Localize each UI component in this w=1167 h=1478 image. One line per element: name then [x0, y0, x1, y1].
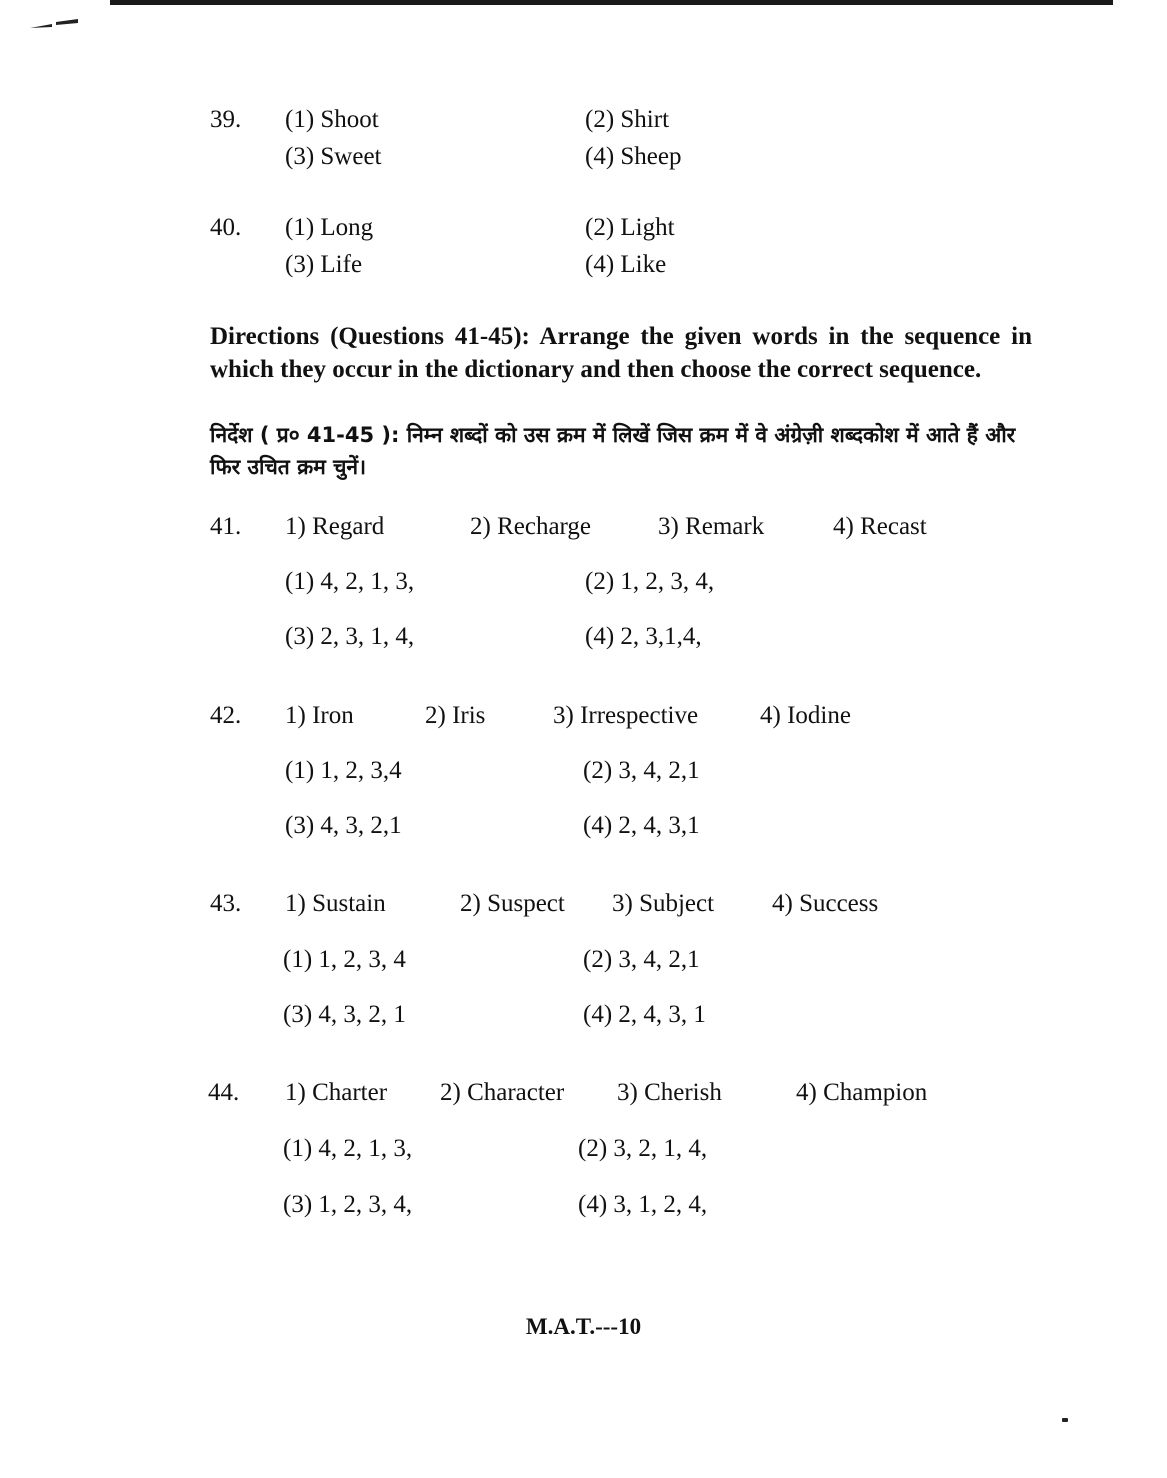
q42-word-4: 4) Iodine [760, 702, 851, 729]
top-border-rule [110, 0, 1113, 5]
q40-option-1: (1) Long [285, 214, 374, 241]
q44-word-1: 1) Charter [285, 1079, 388, 1106]
q43-word-3: 3) Subject [612, 890, 715, 917]
q43-option-4: (4) 2, 4, 3, 1 [583, 1001, 706, 1028]
page-footer-label: M.A.T.---10 [525, 1314, 642, 1339]
q41-word-1: 1) Regard [285, 513, 385, 540]
q42-word-3: 3) Irrespective [553, 702, 699, 729]
q43-option-1: (1) 1, 2, 3, 4 [283, 946, 406, 973]
q42-word-1: 1) Iron [285, 702, 354, 729]
q39-option-2: (2) Shirt [585, 106, 670, 133]
q44-option-2: (2) 3, 2, 1, 4, [578, 1135, 708, 1162]
q43-word-2: 2) Suspect [460, 890, 565, 917]
q42-option-4: (4) 2, 4, 3,1 [583, 812, 700, 839]
q41-option-1: (1) 4, 2, 1, 3, [285, 568, 415, 595]
q43-word-4: 4) Success [772, 890, 879, 917]
directions-hindi: निर्देश ( प्र० 41-45 ): निम्न शब्दों को उस क्रम में लिखें जिस क्रम में वे अंग्रेज़ी शब्दकोश में आते हैं और फिर उचित क्रम चुनें। [210, 423, 1016, 479]
q44-option-4: (4) 3, 1, 2, 4, [578, 1191, 708, 1218]
q39-option-1: (1) Shoot [285, 106, 379, 133]
q44-word-3: 3) Cherish [617, 1079, 722, 1106]
q44-option-3: (3) 1, 2, 3, 4, [283, 1191, 413, 1218]
scan-speck [1062, 1418, 1068, 1422]
q44-word-4: 4) Champion [796, 1079, 928, 1106]
q42-option-2: (2) 3, 4, 2,1 [583, 757, 700, 784]
question-number-43: 43. [210, 890, 242, 917]
question-number-39: 39. [210, 106, 242, 133]
directions-english: Directions (Questions 41-45): Arrange the given words in the sequence in which they occur in the dictionary and then choose the correct sequence. [210, 323, 1032, 383]
q43-word-1: 1) Sustain [285, 890, 386, 917]
q40-option-3: (3) Life [285, 251, 363, 278]
q39-option-4: (4) Sheep [585, 143, 682, 170]
question-number-44: 44. [208, 1079, 240, 1106]
question-number-41: 41. [210, 513, 242, 540]
q42-option-3: (3) 4, 3, 2,1 [285, 812, 402, 839]
question-number-40: 40. [210, 214, 242, 241]
scan-corner-mark [28, 18, 80, 30]
q39-option-3: (3) Sweet [285, 143, 382, 170]
q44-word-2: 2) Character [440, 1079, 565, 1106]
q41-option-4: (4) 2, 3,1,4, [585, 623, 702, 650]
q42-option-1: (1) 1, 2, 3,4 [285, 757, 402, 784]
q40-option-2: (2) Light [585, 214, 675, 241]
q44-option-1: (1) 4, 2, 1, 3, [283, 1135, 413, 1162]
q41-word-3: 3) Remark [658, 513, 765, 540]
q43-option-2: (2) 3, 4, 2,1 [583, 946, 700, 973]
q41-option-3: (3) 2, 3, 1, 4, [285, 623, 415, 650]
q42-word-2: 2) Iris [425, 702, 486, 729]
q41-word-2: 2) Recharge [470, 513, 592, 540]
q41-option-2: (2) 1, 2, 3, 4, [585, 568, 715, 595]
question-number-42: 42. [210, 702, 242, 729]
q43-option-3: (3) 4, 3, 2, 1 [283, 1001, 406, 1028]
q40-option-4: (4) Like [585, 251, 667, 278]
q41-word-4: 4) Recast [833, 513, 927, 540]
